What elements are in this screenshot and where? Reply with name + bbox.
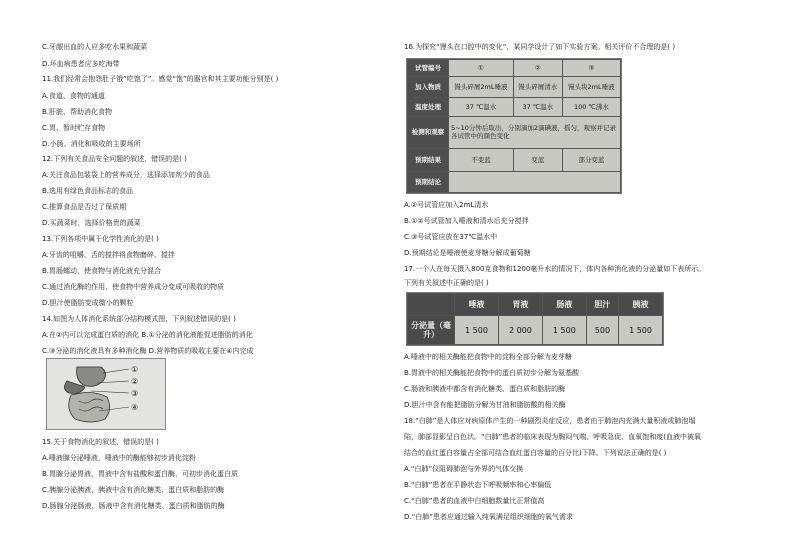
substance-1: 馒头碎屑2mL唾液 bbox=[449, 76, 514, 97]
q11-stem: 11.我们经常会抱怨肚子饿“吃饱了”。感觉“饱”的器官和其主要功能分别是( ) bbox=[42, 75, 279, 83]
q15-option-b: B.胃腺分泌胃液，胃液中含有盐酸和蛋白酶，可初步消化蛋白质 bbox=[42, 470, 239, 478]
q13-option-d: D.胆汁使脂肪变成微小的颗粒 bbox=[42, 299, 134, 307]
secretion-header-blank bbox=[408, 294, 455, 316]
q17-stem-line1: 17.一个人在每天摄入800克食物和1200毫升水的情况下，体内各种消化液的分泌量如下表所示。 bbox=[404, 265, 706, 273]
substance-2: 馒头碎屑清水 bbox=[513, 76, 562, 97]
tube-1: ① bbox=[449, 60, 514, 77]
q11-option-c: C.胃、暂时贮存食物 bbox=[42, 124, 106, 132]
secretion-value-saliva: 1 500 bbox=[455, 316, 499, 345]
q14-option-cd: C.③分泌的消化液具有多种消化酶 D.营养物质的吸收主要在④内完成 bbox=[42, 347, 254, 355]
q18-option-b: B.“白肺”患者在平静状态下呼吸频率和心率偏低 bbox=[404, 481, 552, 489]
q11-option-d: D.小肠、消化和吸收的主要场所 bbox=[42, 140, 141, 148]
row-header-temperature: 温度处理 bbox=[408, 97, 449, 116]
substance-3: 馒头块2mL唾液 bbox=[562, 76, 620, 97]
q10-option-c: C.牙龈出血的人应多吃水果和蔬菜 bbox=[42, 43, 148, 51]
q18-option-d: D.“白肺”患者应通过输入纯氧满足组织细胞的氧气需求 bbox=[404, 513, 573, 521]
digestive-organs-illustration bbox=[47, 359, 165, 429]
q13-stem: 13.下列各项中属于化学性消化的是( ) bbox=[42, 235, 159, 243]
row-header-conclusion: 预期结论 bbox=[408, 171, 449, 192]
q16-option-a: A.②号试管应加入2mL清水 bbox=[404, 201, 489, 209]
result-3: 部分变蓝 bbox=[562, 148, 620, 171]
conclusion-cell bbox=[449, 171, 621, 192]
q13-option-b: B.胃肠蠕动，使食物与消化液充分混合 bbox=[42, 267, 162, 275]
secretion-header-bile: 胆汁 bbox=[586, 294, 618, 316]
q17-option-c: C.肠液和胰液中都含有消化糖类、蛋白质和脂肪的酶 bbox=[404, 385, 566, 393]
q18-option-c: C.“白肺”患者的血液中白细胞数量比正常值高 bbox=[404, 497, 545, 505]
secretion-header-saliva: 唾液 bbox=[455, 294, 499, 316]
q16-option-c: C.③号试管应放在37℃温水中 bbox=[404, 233, 498, 241]
q15-option-a: A.唾液腺分泌唾液，唾液中的酶能够初步消化淀粉 bbox=[42, 454, 196, 462]
q17-option-d: D.胆汁中含有能把脂肪分解为甘油和脂肪酸的相关酶 bbox=[404, 401, 566, 409]
q12-option-c: C.推算食品是否过了保质期 bbox=[42, 203, 127, 211]
q18-stem-line2: 陷，肺部显影呈白色状。“白肺”患者的临床表现为胸闷气喘、呼吸急促、血氧饱和度(血液中被氧 bbox=[404, 433, 701, 441]
temp-3: 100 ℃沸水 bbox=[562, 97, 620, 116]
secretion-value-gastric: 2 000 bbox=[498, 316, 542, 345]
digestive-system-diagram bbox=[46, 358, 166, 430]
q18-stem-line1: 18.“白肺”是人体应对病原体产生的一种剧烈炎症反应，患者由于肺泡内充满大量积液或肺泡塌 bbox=[404, 417, 696, 425]
q13-option-a: A.牙齿的咀嚼、舌的搅拌将食物磨碎、搅拌 bbox=[42, 251, 175, 259]
q13-option-c: C.通过消化酶的作用，使食物中营养成分变成可吸收的物质 bbox=[42, 283, 225, 291]
q17-option-a: A.唾液中的相关酶能把食物中的淀粉全部分解为麦芽糖 bbox=[404, 353, 572, 361]
tube-3: ③ bbox=[562, 60, 620, 77]
diagram-label-3: ③ bbox=[131, 389, 139, 398]
q15-stem: 15.关于食物消化的叙述，错误的是( ) bbox=[42, 438, 159, 446]
q16-option-d: D.预期结论是唾液使麦芽糖分解成葡萄糖 bbox=[404, 249, 531, 257]
q17-option-b: B.胃液中的相关酶能把食物中的蛋白质初步分解为氨基酸 bbox=[404, 369, 580, 377]
q16-stem: 16.为探究“馒头在口腔中的变化”，某同学设计了如下实验方案。相关评价不合理的是( ) bbox=[404, 43, 676, 51]
diagram-label-2: ② bbox=[131, 377, 139, 386]
result-2: 变蓝 bbox=[513, 148, 562, 171]
q15-option-c: C.胰腺分泌胰液，胰液中含有消化糖类、蛋白质和脂肪的酶 bbox=[42, 486, 225, 494]
temp-1: 37 ℃温水 bbox=[449, 97, 514, 116]
secretion-table-photo bbox=[406, 292, 664, 346]
q11-option-a: A.食道、食物的通道 bbox=[42, 92, 105, 100]
q18-stem-line3: 结合的血红蛋白容量占全部可结合血红蛋白容量的百分比)下降。下列说法正确的是( ) bbox=[404, 449, 667, 457]
tube-2: ② bbox=[513, 60, 562, 77]
observe-method: 5~10分钟后取出，分别滴加2滴碘液，摇匀，观察并记录各试管中的颜色变化 bbox=[449, 116, 621, 148]
q12-option-b: B.选用有绿色食品标志的食品 bbox=[42, 187, 134, 195]
secretion-value-pancreatic: 1 500 bbox=[619, 316, 663, 345]
diagram-label-1: ① bbox=[131, 365, 139, 374]
result-1: 不变蓝 bbox=[449, 148, 514, 171]
row-header-result: 预期结果 bbox=[408, 148, 449, 171]
q10-option-d: D.坏血病患者应多吃海带 bbox=[42, 60, 120, 68]
row-header-tube: 试管编号 bbox=[408, 60, 449, 77]
secretion-table bbox=[407, 293, 663, 345]
q14-option-ab: A.在②内可以完成蛋白质的消化 B.①分泌的消化液能促进脂肪的消化 bbox=[42, 331, 253, 339]
secretion-row-label: 分泌量（毫升） bbox=[408, 316, 455, 345]
secretion-header-intestinal: 肠液 bbox=[542, 294, 586, 316]
q14-stem: 14.如图为人体消化系统部分结构模式图，下列叙述错误的是( ) bbox=[42, 315, 236, 323]
q16-option-b: B.①②号试管加入唾液和清水后充分搅拌 bbox=[404, 217, 529, 225]
secretion-value-intestinal: 1 500 bbox=[542, 316, 586, 345]
q17-stem-line2: 下列有关叙述中正确的是( ) bbox=[404, 279, 489, 287]
diagram-label-4: ④ bbox=[131, 403, 139, 412]
q11-option-b: B.肝脏、帮助消化食物 bbox=[42, 108, 113, 116]
secretion-header-pancreatic: 胰液 bbox=[619, 294, 663, 316]
temp-2: 37 ℃温水 bbox=[513, 97, 562, 116]
q12-stem: 12.下列有关食品安全问题的叙述，错误的是( ) bbox=[42, 155, 187, 163]
row-header-substance: 加入物质 bbox=[408, 76, 449, 97]
q12-option-a: A.关注食品包装袋上的营养成分，选择添加剂少的食品 bbox=[42, 171, 210, 179]
q15-option-d: D.肠腺分泌肠液，肠液中含有消化糖类、蛋白质和脂肪的酶 bbox=[42, 502, 225, 510]
row-header-observe: 检测和观察 bbox=[408, 116, 449, 148]
secretion-value-bile: 500 bbox=[586, 316, 618, 345]
q12-option-d: D.买蔬菜时，选择价格贵的蔬菜 bbox=[42, 219, 141, 227]
experiment-table-photo bbox=[406, 58, 622, 194]
q18-option-a: A.“白肺”仅阻碍肺泡与外界的气体交换 bbox=[404, 465, 524, 473]
secretion-header-gastric: 胃液 bbox=[498, 294, 542, 316]
experiment-table bbox=[407, 59, 621, 193]
